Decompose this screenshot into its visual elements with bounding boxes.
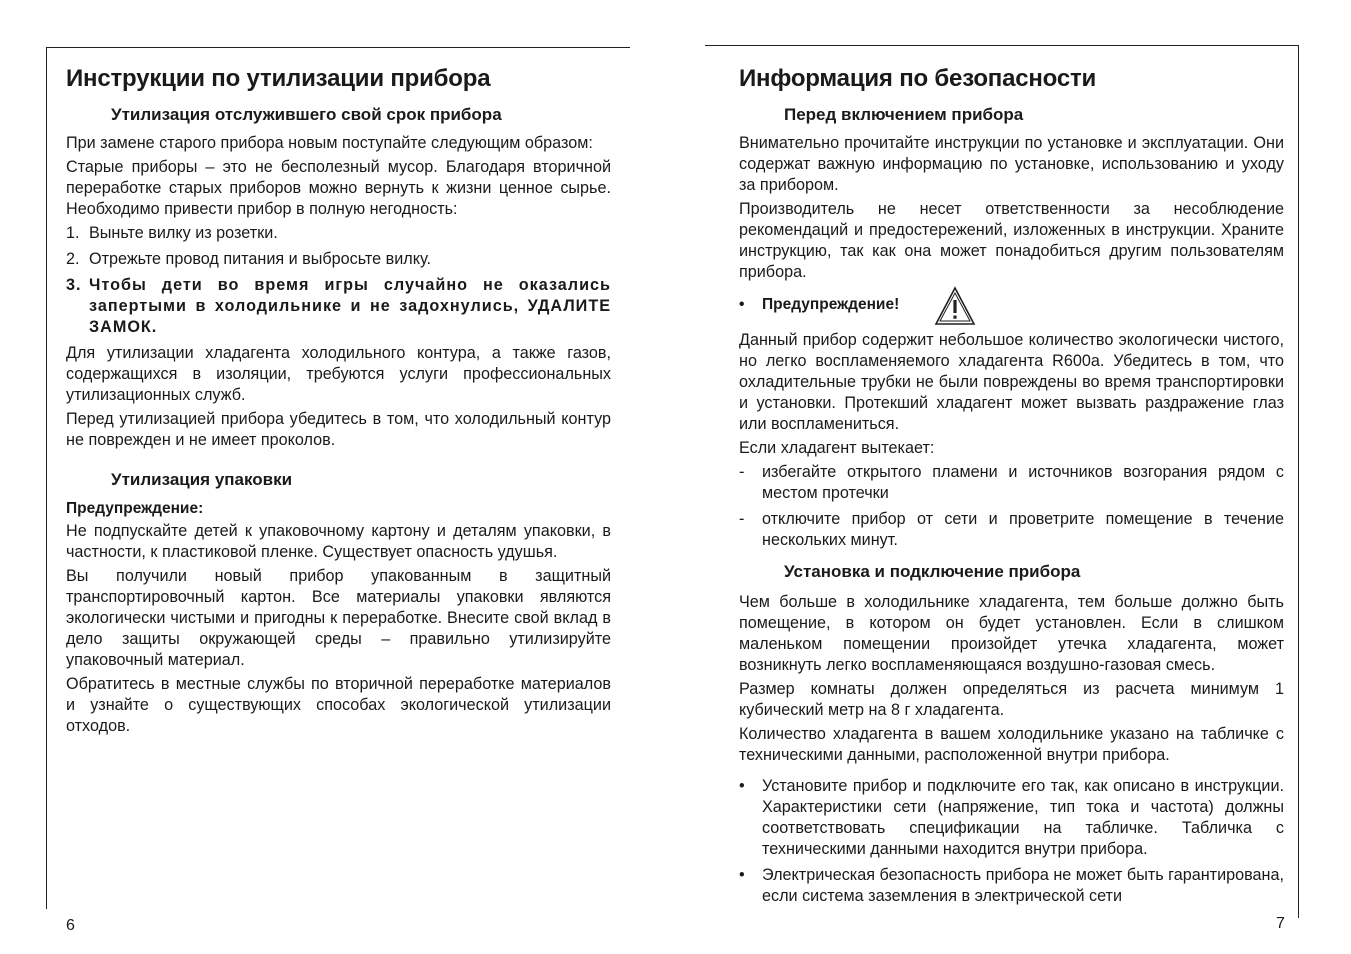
before-use-heading: Перед включением прибора (784, 105, 1024, 124)
list-number: 3. (66, 276, 82, 294)
safety-warning-label: Предупреждение! (762, 296, 900, 313)
bullet: • (739, 296, 745, 313)
right-page (739, 60, 1284, 912)
dash-marker: - (739, 463, 745, 481)
bullet: • (739, 777, 745, 795)
right-page-number: 7 (1276, 915, 1285, 932)
right-page-top-rule (705, 45, 1299, 46)
leak-intro-paragraph: Если хладагент вытекает: (739, 439, 935, 457)
read-instructions-paragraph: Внимательно прочитайте инструкции по установке и эксплуатации. Они содержат важную информацию по установке, использованию и уходу за прибором. (739, 134, 1284, 194)
packaging-warning-label: Предупреждение: (66, 500, 204, 517)
safety-warning-row (739, 286, 1284, 328)
refrigerant-disposal-paragraph: Для утилизации хладагента холодильного контура, а также газов, содержащихся в изоляции, требуются услуги профессиональных утилизационных служб. (66, 344, 611, 404)
room-size-paragraph: Чем больше в холодильнике хладагента, тем больше должно быть помещение, в котором он будет установлен. Если в слишком маленьком помещении произойдет утечка хладагента, может возникнуть легко воспламеняющаяся воздушно-газовая смесь. (739, 593, 1284, 674)
left-page-top-rule (46, 47, 630, 48)
installation-heading: Установка и подключение прибора (784, 562, 1081, 581)
refrigerant-info-paragraph: Данный прибор содержит небольшое количество экологически чистого, но легко воспламеняемого хладагента R600a. Убедитесь в том, что охладительные трубки не были повреждены во время транспортировки и установки. Протекший хладагент может вызвать раздражение глаз или воспламениться. (739, 331, 1284, 433)
recycling-services-paragraph: Обратитесь в местные службы по вторичной переработке материалов и узнайте о существующих способах экологической утилизации отходов. (66, 675, 611, 735)
list-item-text: Электрическая безопасность прибора не может быть гарантирована, если система заземления в электрической сети (762, 866, 1284, 905)
left-page-title: Инструкции по утилизации прибора (66, 65, 491, 92)
list-item (739, 462, 1284, 504)
installation-bullets-list (739, 776, 1284, 907)
right-page-title: Информация по безопасности (739, 65, 1097, 92)
room-volume-paragraph: Размер комнаты должен определяться из расчета минимум 1 кубический метр на 8 г хладагента. (739, 680, 1284, 719)
left-page (66, 60, 611, 740)
suffocation-warning-paragraph: Не подпускайте детей к упаковочному картону и деталям упаковки, в частности, к пластиковой пленке. Существует опасность удушья. (66, 522, 611, 561)
disposal-intro-paragraph: При замене старого прибора новым поступайте следующим образом: (66, 134, 593, 152)
list-item (739, 776, 1284, 860)
circuit-check-paragraph: Перед утилизацией прибора убедитесь в том, что холодильный контур не поврежден и не имеет проколов. (66, 410, 611, 449)
list-number: 1. (66, 224, 80, 242)
recycling-paragraph: Старые приборы – это не бесполезный мусор. Благодаря вторичной переработке старых приборов можно вернуть к жизни ценное сырье. Необходимо привести прибор в полную негодность: (66, 158, 611, 218)
list-item-text: Чтобы дети во время игры случайно не оказались запертыми в холодильнике и не задохнулись, УДАЛИТЕ ЗАМОК. (89, 276, 611, 336)
rating-plate-paragraph: Количество хладагента в вашем холодильнике указано на табличке с техническими данными, расположенной внутри прибора. (739, 725, 1284, 764)
list-item-text: Установите прибор и подключите его так, как описано в инструкции. Характеристики сети (напряжение, тип тока и частота) должны соответствовать спецификации на табличке. Табличка с техническими данными находится внутри прибора. (762, 777, 1284, 858)
list-item (66, 249, 611, 270)
left-page-number: 6 (66, 917, 75, 934)
leak-actions-list (739, 462, 1284, 551)
left-page-side-rule (46, 47, 47, 909)
disposal-steps-list (66, 223, 611, 338)
packaging-disposal-heading: Утилизация упаковки (111, 470, 293, 489)
list-item-text: избегайте открытого пламени и источников возгорания рядом с местом протечки (762, 463, 1284, 502)
list-item-text: отключите прибор от сети и проветрите помещение в течение нескольких минут. (762, 510, 1284, 549)
list-item-text: Выньте вилку из розетки. (89, 224, 278, 242)
liability-paragraph: Производитель не несет ответственности за несоблюдение рекомендаций и предостережений, изложенных в инструкции. Храните инструкцию, так как она может понадобиться другим пользователям прибора. (739, 200, 1284, 281)
appliance-disposal-heading: Утилизация отслужившего свой срок прибора (111, 105, 502, 124)
list-item-text: Отрежьте провод питания и выбросьте вилку. (89, 250, 431, 268)
list-item (739, 865, 1284, 907)
right-page-side-rule (1298, 45, 1299, 918)
warning-triangle-icon (934, 286, 976, 326)
bullet: • (739, 866, 745, 884)
list-item (739, 509, 1284, 551)
list-number: 2. (66, 250, 80, 268)
list-item (66, 223, 611, 244)
list-item-warning (66, 275, 611, 338)
dash-marker: - (739, 510, 745, 528)
packaging-materials-paragraph: Вы получили новый прибор упакованным в защитный транспортировочный картон. Все материалы упаковки являются экологически чистыми и пригодны к переработке. Внесите свой вклад в дело защиты окружающей среды – правильно утилизируйте упаковочный материал. (66, 567, 611, 669)
